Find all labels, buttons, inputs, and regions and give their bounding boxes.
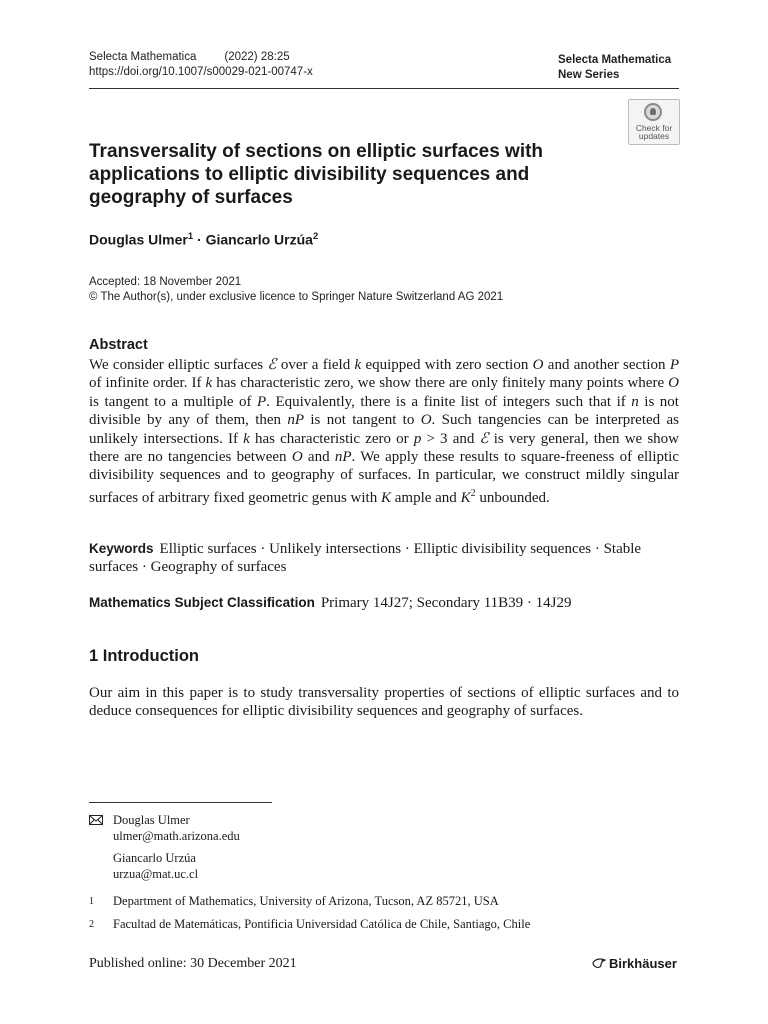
affiliation-2 [89, 917, 530, 932]
affiliation-1-number: 1 [89, 896, 94, 907]
journal-header [89, 50, 313, 80]
authors [89, 231, 318, 248]
check-for-updates-button[interactable] [628, 99, 680, 145]
introduction-text: Our aim in this paper is to study transversality properties of sections of elliptic surfaces and to deduce consequences for elliptic divisibility sequences and geography of surfaces. [89, 685, 679, 720]
author-separator: · [193, 231, 206, 248]
abstract-text: We consider elliptic surfaces ℰ over a field k equipped with zero section O and another section P of infinite order. If k has characteristic zero, we show there are only finitely many points where O is tangent to a multiple of P. Equivalently, there is a finite list of integers such that if n is not divisible by any of them, then nP is not tangent to O. Such tangencies can be interpreted as unlikely intersections. If k has characteristic zero or p > 3 and ℰ is very general, then we show there are no tangencies between O and nP. We apply these results to square-freeness of elliptic divisibility sequences and to geography of surfaces. In particular, we construct mildly singular surfaces of arbitrary fixed geometric genus with K ample and $K^2$ unbounded. [89, 357, 680, 506]
accepted-date: Accepted: 18 November 2021 [89, 276, 242, 288]
doi-link[interactable]: https://doi.org/10.1007/s00029-021-00747-x [89, 66, 313, 78]
affiliation-2-number: 2 [89, 919, 94, 930]
affiliation-2-text: Facultad de Matemáticas, Pontificia Universidad Católica de Chile, Santiago, Chile [113, 917, 531, 931]
author-1-affil: 1 [187, 231, 194, 242]
msc-label: Mathematics Subject Classification [89, 595, 315, 610]
author-2: Giancarlo Urzúa [205, 231, 313, 248]
footnote-rule [89, 802, 272, 803]
check-updates-label: Check for updates [635, 123, 673, 141]
journal-name: Selecta Mathematica [89, 51, 197, 63]
affiliation-1 [89, 894, 499, 909]
journal-volume: (2022) 28:25 [224, 51, 290, 63]
article-dates [89, 275, 503, 305]
msc-text: Primary 14J27; Secondary 11B39 · 14J29 [320, 595, 572, 611]
author-2-affil: 2 [312, 231, 319, 242]
article-title: Transversality of sections on elliptic surfaces with applications to elliptic divisibility sequences and geography of surfaces [89, 141, 544, 208]
journal-brand-line2: New Series [558, 69, 620, 81]
contact-1-name: Douglas Ulmer [113, 813, 190, 827]
envelope-icon [89, 815, 103, 825]
affiliation-1-text: Department of Mathematics, University of Arizona, Tucson, AZ 85721, USA [113, 894, 499, 908]
keywords [89, 540, 679, 577]
header-rule [89, 88, 679, 89]
copyright: © The Author(s), under exclusive licence to Springer Nature Switzerland AG 2021 [89, 291, 504, 303]
abstract-heading: Abstract [89, 337, 148, 353]
published-online: Published online: 30 December 2021 [89, 956, 297, 971]
corresponding-contacts [113, 813, 240, 882]
keywords-label: Keywords [89, 541, 154, 556]
keywords-text: Elliptic surfaces · Unlikely intersections · Elliptic divisibility sequences · Stable surfaces · Geography of surfaces [89, 541, 642, 576]
author-1: Douglas Ulmer [89, 231, 188, 248]
contact-1-email[interactable]: ulmer@math.arizona.edu [113, 828, 240, 843]
journal-brand [558, 53, 671, 83]
section-heading-introduction: 1 Introduction [89, 647, 199, 665]
contact-2-name: Giancarlo Urzúa [113, 851, 196, 865]
birkhauser-bird-icon [592, 957, 606, 969]
publisher-logo [592, 956, 677, 971]
subject-classification [89, 594, 679, 612]
journal-brand-line1: Selecta Mathematica [558, 54, 672, 66]
publisher-name: Birkhäuser [609, 956, 677, 971]
contact-2-email[interactable]: urzua@mat.uc.cl [113, 866, 199, 881]
check-updates-icon [644, 103, 662, 121]
